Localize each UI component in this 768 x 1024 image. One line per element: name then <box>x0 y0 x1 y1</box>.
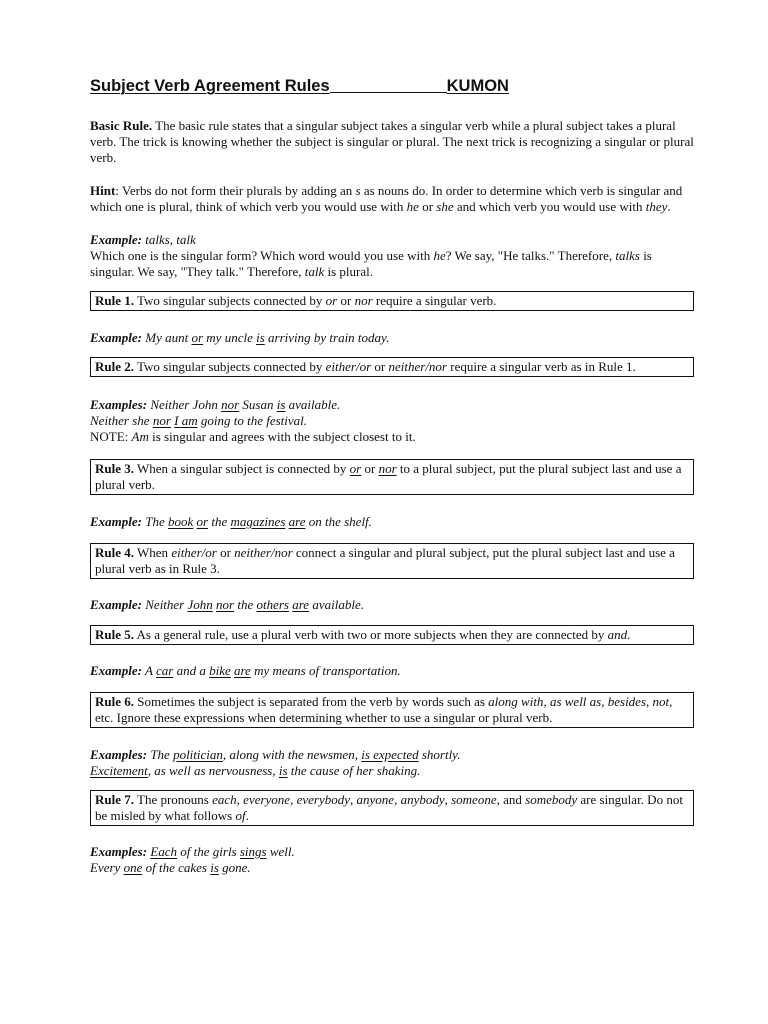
example-label: Example: <box>90 514 142 529</box>
rule-text: Two singular subjects connected by <box>134 359 326 374</box>
basic-rule-text: The basic rule states that a singular subject takes a singular verb while a plural subject takes a plural verb. The trick is knowing whether the subject is singular or plural. The next trick is recognizing a singular or plural verb. <box>90 118 694 165</box>
example-label: Examples: <box>90 397 148 412</box>
rule-phrase-along-with: along with <box>488 694 544 709</box>
rule-2-label: Rule 2. <box>95 359 134 374</box>
example-text: Neither John <box>147 397 222 412</box>
example-text: well. <box>266 844 295 859</box>
rule-4-box <box>90 543 694 579</box>
rule-text: , <box>444 792 452 807</box>
pronoun-anybody: anybody <box>400 792 445 807</box>
example-talks-paragraph <box>90 232 694 280</box>
pronoun-someone: someone <box>451 792 497 807</box>
rule-text: . <box>245 808 249 823</box>
pronoun-anyone: anyone <box>356 792 395 807</box>
title-text: Subject Verb Agreement Rules <box>90 77 330 95</box>
example-underlined: are <box>292 597 310 612</box>
example-underlined: bike <box>209 663 231 678</box>
rule-text: The pronouns <box>134 792 213 807</box>
document-page <box>90 76 694 876</box>
example-underlined: is <box>276 397 286 412</box>
example-text: Which one is the singular form? Which word would you use with <box>90 248 434 263</box>
example-6 <box>90 747 694 779</box>
rule-text: connect a singular and plural subject, put the plural subject last and use a plural verb as in Rule 3. <box>95 545 675 576</box>
rule-word-besides: besides <box>607 694 647 709</box>
example-text: available. <box>309 597 364 612</box>
rule-word-nor: nor <box>378 461 397 476</box>
rule-5-label: Rule 5. <box>95 627 134 642</box>
example-talk: talk <box>304 264 325 279</box>
example-underlined: nor <box>221 397 240 412</box>
example-5 <box>90 663 694 679</box>
rule-text: or <box>371 359 389 374</box>
example-text: of the girls <box>177 844 240 859</box>
example-2 <box>90 397 694 445</box>
example-underlined: nor <box>152 413 171 428</box>
rule-word-or: or <box>349 461 362 476</box>
rule-word-and: and <box>607 627 628 642</box>
rule-text: , <box>601 694 608 709</box>
title-underline-gap <box>330 90 447 93</box>
rule-6-label: Rule 6. <box>95 694 134 709</box>
example-underlined: is <box>256 330 265 345</box>
rule-2-box <box>90 357 694 377</box>
example-label: Example: <box>90 330 142 345</box>
rule-7-label: Rule 7. <box>95 792 134 807</box>
example-underlined: I am <box>174 413 198 428</box>
rule-text: . <box>627 627 631 642</box>
example-underlined: is expected <box>361 747 419 762</box>
rule-text: to a plural subject, put the plural subject last and use a plural verb. <box>95 461 682 492</box>
example-label: Examples: <box>90 747 148 762</box>
hint-text: or <box>418 199 437 214</box>
example-text: arriving by train today. <box>264 330 390 345</box>
rule-text: require a singular verb. <box>372 293 497 308</box>
example-text: available. <box>285 397 341 412</box>
example-underlined: book <box>168 514 194 529</box>
example-3 <box>90 514 694 530</box>
example-text: , as well as nervousness, <box>147 763 279 778</box>
rule-text: , <box>236 792 244 807</box>
example-text: gone. <box>218 860 251 875</box>
example-underlined: are <box>233 663 251 678</box>
example-label: Examples: <box>90 844 148 859</box>
page-title <box>90 76 694 98</box>
rule-text: are singular. Do not be misled by what follows <box>95 792 683 823</box>
example-underlined: is <box>210 860 219 875</box>
example-underlined: car <box>155 663 174 678</box>
rule-text: or <box>361 461 379 476</box>
rule-word-of: of <box>235 808 246 823</box>
rule-text: , etc. Ignore these expressions when determining whether to use a singular or plural verb. <box>95 694 673 725</box>
note-label: NOTE: <box>90 429 132 444</box>
example-underlined: is <box>278 763 288 778</box>
rule-text: , <box>394 792 401 807</box>
example-underlined: are <box>288 514 306 529</box>
rule-4-label: Rule 4. <box>95 545 134 560</box>
example-underlined: politician <box>173 747 223 762</box>
example-text: Neither <box>142 597 188 612</box>
example-4 <box>90 597 694 613</box>
example-label: Example: <box>90 597 142 612</box>
hint-they: they <box>645 199 668 214</box>
example-underlined: sings <box>239 844 267 859</box>
rule-word-either-or: either/or <box>325 359 372 374</box>
example-text: the <box>208 514 231 529</box>
example-underlined: Each <box>150 844 178 859</box>
rule-text: , <box>543 694 550 709</box>
rule-text: , <box>646 694 653 709</box>
example-underlined: or <box>196 514 209 529</box>
pronoun-each: each <box>212 792 237 807</box>
rule-word-neither-nor: neither/nor <box>388 359 447 374</box>
rule-word-or: or <box>325 293 338 308</box>
example-text: on the shelf. <box>305 514 372 529</box>
rule-text: Two singular subjects connected by <box>134 293 326 308</box>
example-label: Example: <box>90 232 142 247</box>
rule-text: , <box>350 792 357 807</box>
example-text: is singular. We say, "They talk." Therefore, <box>90 248 652 279</box>
example-text: Susan <box>239 397 277 412</box>
example-underlined: nor <box>216 597 235 612</box>
example-text: shortly. <box>418 747 461 762</box>
example-text: A <box>142 663 156 678</box>
hint-she: she <box>436 199 454 214</box>
hint-s: s <box>355 183 361 198</box>
pronoun-somebody: somebody <box>525 792 578 807</box>
example-he: he <box>433 248 446 263</box>
rule-phrase-as-well-as: as well as <box>549 694 602 709</box>
rule-word-either-or: either/or <box>171 545 217 560</box>
rule-text: require a singular verb as in Rule 1. <box>447 359 636 374</box>
example-text: The <box>142 514 168 529</box>
example-1 <box>90 330 694 346</box>
rule-text: or <box>337 293 355 308</box>
note-am: Am <box>131 429 149 444</box>
rule-word-neither-nor: neither/nor <box>234 545 293 560</box>
rule-1-box <box>90 291 694 311</box>
rule-5-box <box>90 625 694 645</box>
rule-3-box <box>90 459 694 495</box>
basic-rule-paragraph <box>90 118 694 166</box>
example-text: Every <box>90 860 124 875</box>
rule-word-nor: nor <box>354 293 373 308</box>
title-brand: KUMON <box>446 77 509 95</box>
rule-text: When <box>134 545 172 560</box>
example-underlined: Excitement <box>90 763 148 778</box>
rule-text: Sometimes the subject is separated from the verb by words such as <box>134 694 489 709</box>
rule-3-label: Rule 3. <box>95 461 134 476</box>
example-text: my uncle <box>203 330 257 345</box>
example-talks: talks <box>615 248 640 263</box>
rule-7-box <box>90 790 694 826</box>
hint-text: : Verbs do not form their plurals by adding an <box>115 183 356 198</box>
example-underlined: others <box>256 597 289 612</box>
example-text: going to the festival. <box>197 413 308 428</box>
rule-text: , and <box>496 792 526 807</box>
example-text: and a <box>173 663 210 678</box>
example-underlined: or <box>191 330 204 345</box>
example-underlined: one <box>123 860 143 875</box>
note-text: is singular and agrees with the subject closest to it. <box>148 429 416 444</box>
rule-word-not: not <box>652 694 670 709</box>
rule-text: or <box>216 545 235 560</box>
example-text: my means of transportation. <box>250 663 401 678</box>
basic-rule-label: Basic Rule. <box>90 118 153 133</box>
hint-paragraph <box>90 183 694 215</box>
hint-label: Hint <box>90 183 116 198</box>
example-text: The <box>147 747 174 762</box>
rule-text: When a singular subject is connected by <box>134 461 350 476</box>
example-text: of the cakes <box>142 860 211 875</box>
example-text: , along with the newsmen, <box>222 747 362 762</box>
hint-text: . <box>667 199 671 214</box>
rule-text: , <box>290 792 297 807</box>
example-underlined: John <box>187 597 213 612</box>
example-7 <box>90 844 694 876</box>
example-text: My aunt <box>142 330 192 345</box>
example-underlined: magazines <box>230 514 286 529</box>
example-label: Example: <box>90 663 142 678</box>
hint-he: he <box>406 199 419 214</box>
hint-text: and which verb you would use with <box>453 199 646 214</box>
rule-1-label: Rule 1. <box>95 293 134 308</box>
example-text: Neither she <box>90 413 153 428</box>
pronoun-everyone: everyone <box>243 792 291 807</box>
hint-text: as nouns do. In order to determine which verb is singular and which one is plural, think of which verb you would use with <box>90 183 683 214</box>
rule-6-box <box>90 692 694 728</box>
example-text: the cause of her shaking. <box>287 763 421 778</box>
example-text: the <box>234 597 257 612</box>
rule-text: As a general rule, use a plural verb with two or more subjects when they are connected by <box>134 627 608 642</box>
example-words: talks, talk <box>142 232 196 247</box>
example-text: is plural. <box>324 264 373 279</box>
example-text: ? We say, "He talks." Therefore, <box>445 248 616 263</box>
pronoun-everybody: everybody <box>296 792 351 807</box>
